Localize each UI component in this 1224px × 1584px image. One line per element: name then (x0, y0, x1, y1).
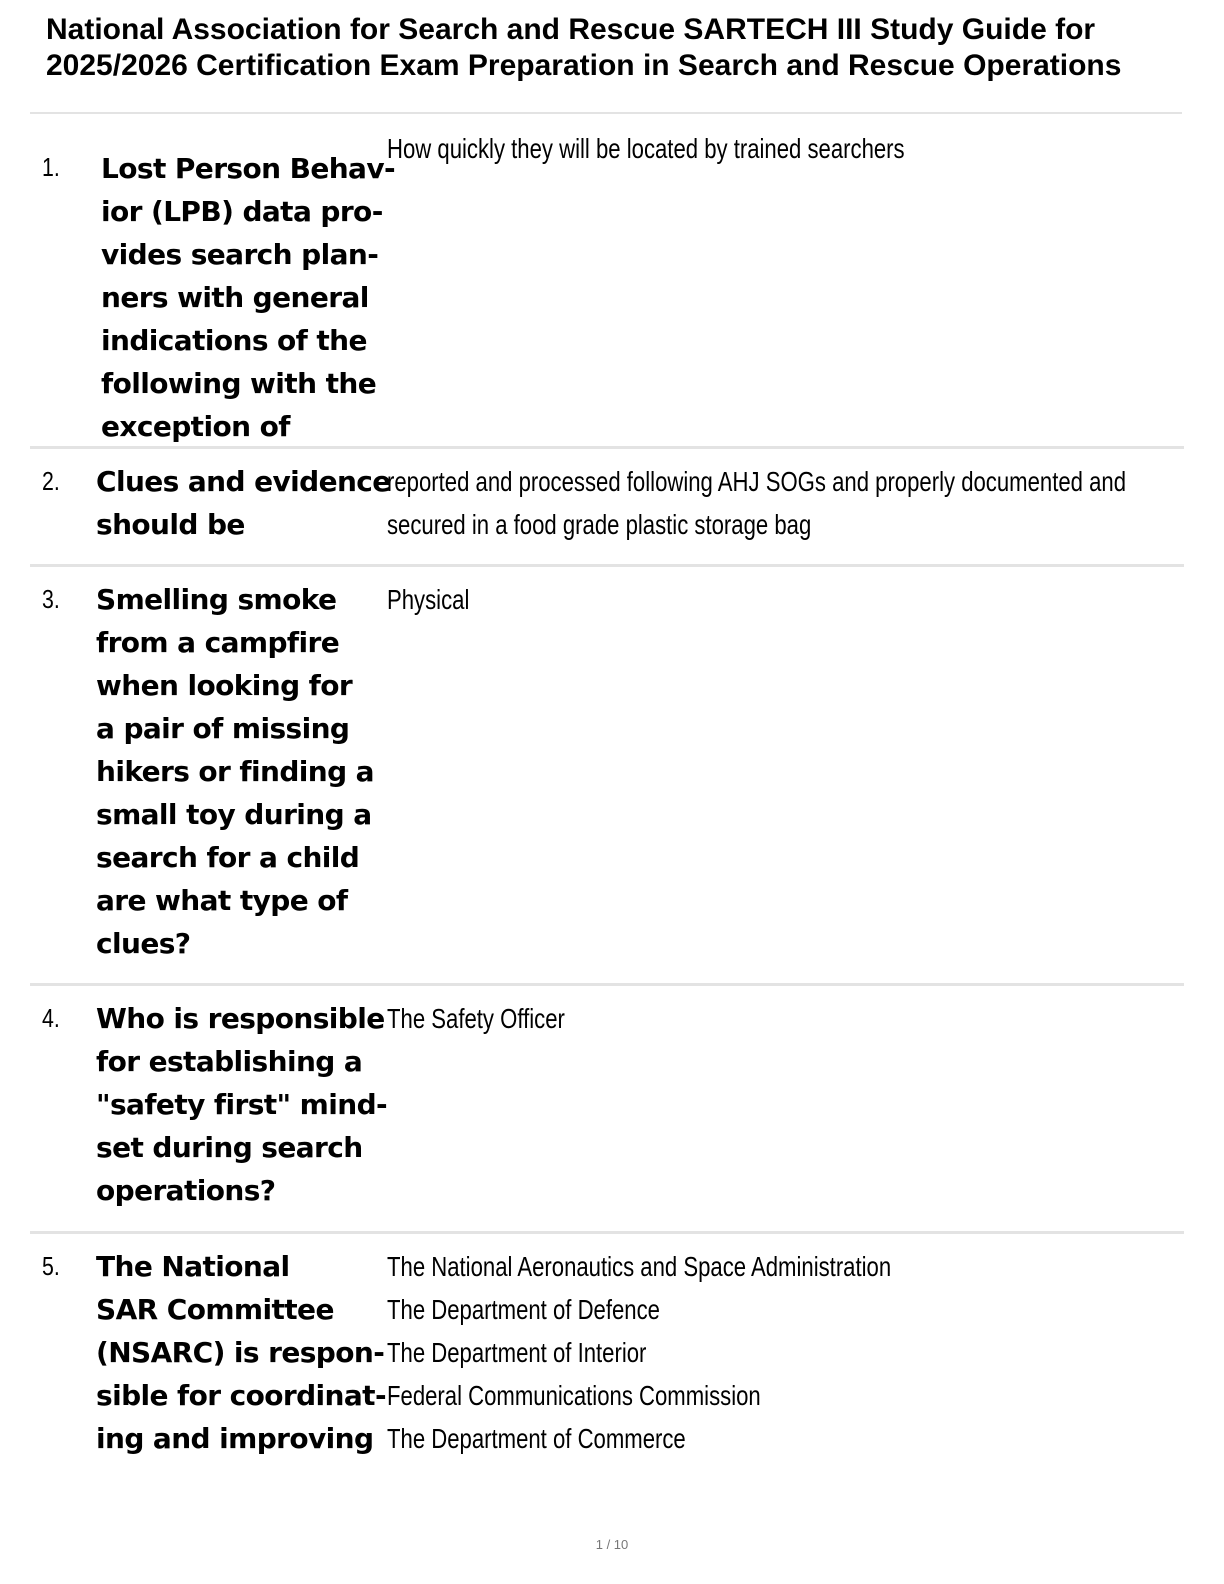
question-line: following with the (101, 367, 377, 400)
question-number: 3. (42, 584, 60, 614)
question-line: Who is responsible (96, 1002, 385, 1035)
answer-text (387, 127, 1122, 170)
question-text (96, 997, 386, 1212)
answer-line: Physical (387, 584, 470, 615)
question-row-4 (30, 985, 1184, 1233)
document-title-line-1: National Association for Search and Rescue SARTECH III Study Guide for (46, 13, 1096, 46)
question-number: 1. (42, 152, 60, 182)
question-number: 2. (42, 466, 60, 496)
question-line: from a campfire (96, 626, 340, 659)
question-line: Smelling smoke (96, 583, 337, 616)
question-row-5 (30, 1233, 1184, 1473)
question-line: ior (LPB) data pro- (101, 195, 383, 228)
question-line: when looking for (96, 669, 353, 702)
document-title-line-2: 2025/2026 Certification Exam Preparation in Search and Rescue Operations (46, 49, 1122, 82)
answer-line: secured in a food grade plastic storage bag (387, 509, 812, 540)
answer-text (387, 578, 1122, 621)
question-text (96, 460, 391, 546)
question-text (96, 578, 386, 965)
answer-text (387, 460, 1127, 546)
answer-line: How quickly they will be located by trained searchers (387, 133, 905, 164)
question-line: The National (96, 1250, 290, 1283)
question-line: ners with general (101, 281, 369, 314)
answer-text (387, 1245, 1122, 1460)
question-number: 5. (42, 1251, 60, 1281)
question-line: clues? (96, 927, 191, 960)
question-line: should be (96, 508, 245, 541)
question-line: indications of the (101, 324, 367, 357)
question-line: SAR Committee (96, 1293, 334, 1326)
question-line: hikers or finding a (96, 755, 374, 788)
question-line: "safety first" mind- (96, 1088, 388, 1121)
question-line: ing and improving (96, 1422, 374, 1455)
answer-line: Federal Communications Commission (387, 1380, 761, 1411)
answer-line: The National Aeronautics and Space Administration (387, 1251, 892, 1282)
question-line: a pair of missing (96, 712, 350, 745)
question-line: vides search plan- (101, 238, 379, 271)
question-line: operations? (96, 1174, 276, 1207)
answer-line: The Safety Officer (387, 1003, 565, 1034)
question-number: 4. (42, 1003, 60, 1033)
question-line: are what type of (96, 884, 348, 917)
page-number: 1 / 10 (595, 1537, 629, 1552)
answer-line: reported and processed following AHJ SOGs and properly documented and (387, 466, 1127, 497)
question-line: small toy during a (96, 798, 372, 831)
answer-line: The Department of Interior (387, 1337, 647, 1368)
question-line: set during search (96, 1131, 363, 1164)
answer-text (387, 997, 1122, 1040)
question-line: sible for coordinat- (96, 1379, 386, 1412)
question-text (96, 1245, 386, 1460)
answer-line: The Department of Defence (387, 1294, 660, 1325)
question-row-2 (30, 448, 1184, 566)
question-line: for establishing a (96, 1045, 363, 1078)
question-line: (NSARC) is respon- (96, 1336, 385, 1369)
question-line: search for a child (96, 841, 360, 874)
question-line: Clues and evidence (96, 465, 391, 498)
question-row-3 (30, 566, 1184, 985)
answer-line: The Department of Commerce (387, 1423, 686, 1454)
question-line: exception of (101, 410, 290, 443)
question-row-1 (30, 125, 1184, 448)
question-line: Lost Person Behav- (101, 152, 396, 185)
question-text (101, 147, 396, 448)
